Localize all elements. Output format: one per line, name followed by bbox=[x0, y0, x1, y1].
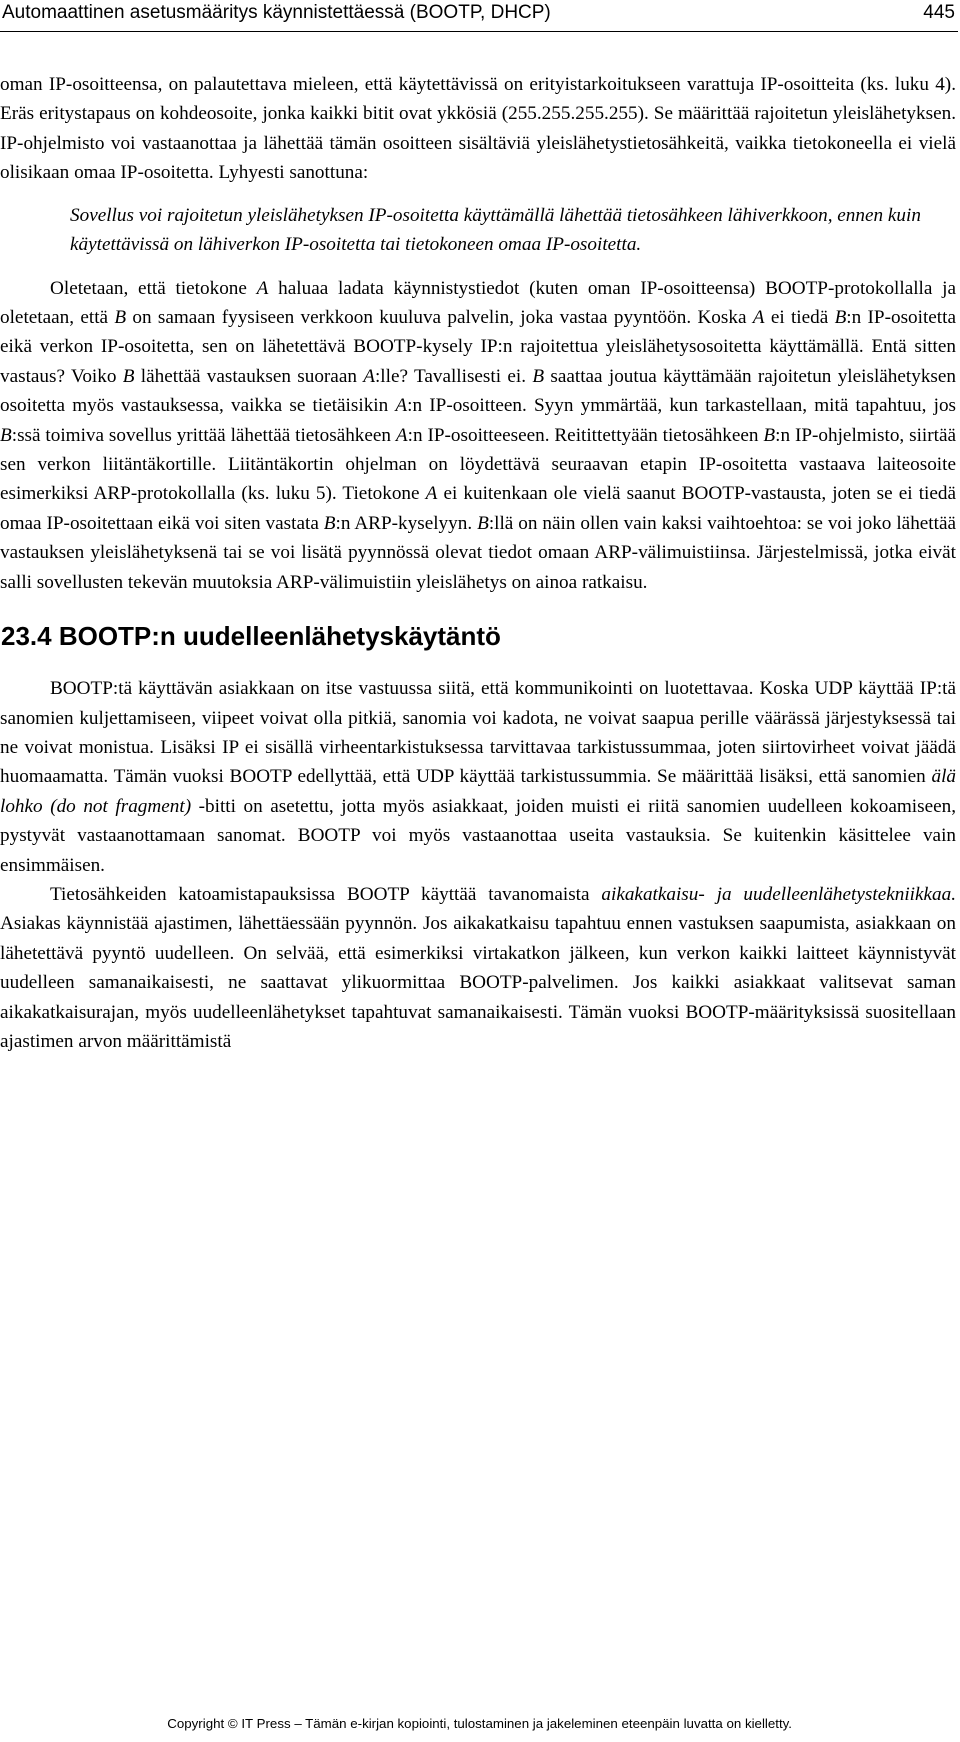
running-header bbox=[0, 2, 955, 32]
paragraph-4: Tietosähkeiden katoamistapauksissa BOOTP käyttää tavanomaista aikakatkaisu- ja uudelleenlähetystekniikkaa. Asiakas käynnistää ajastimen, lähettäessään pyynnön. Jos aikakatkaisu tapahtuu ennen vastuksen saapumista, asiakkaan on lähetettävä pyyntö uudelleen. On selvää, että esimerkiksi virtakatkon jälkeen, kun verkon kaikki laitteet käynnistyvät uudelleen samanaikaisesti, ne saattavat ylikuormittaa BOOTP-palvelimen. Jos kaikki asiakkaat valitsevat saman aikakatkaisurajan, myös uudelleenlähetykset tapahtuvat samanaikaisesti. Tämän vuoksi BOOTP-määrityksissä suositellaan ajastimen arvon määrittämistä bbox=[0, 883, 956, 1052]
page-number: 445 bbox=[923, 2, 955, 23]
paragraph-1: oman IP-osoitteensa, on palautettava mieleen, että käytettävissä on erityistarkoitukseen varattuja IP-osoitteita (ks. luku 4). Eräs eritystapaus on kohdeosoite, jonka kaikki bitit ovat ykkösiä (255.255.255.255). Se määrittää rajoitetun yleislähetyksen. IP-ohjelmisto voi vastaanottaa ja lähettää tämän osoitteen sisältäviä yleislähetystietosähkeitä, vaikka tietokoneella ei vielä olisikaan omaa IP-osoitetta. Lyhyesti sanottuna: bbox=[0, 74, 956, 184]
header-divider bbox=[0, 31, 958, 32]
paragraph-3: BOOTP:tä käyttävän asiakkaan on itse vastuussa siitä, että kommunikointi on luotettavaa. Koska UDP käyttää IP:tä sanomien kuljettamiseen, viipeet voivat olla pitkiä, sanomia voi kadota, ne voivat saapua perille väärässä järjestyksessä tai ne voivat monistua. Lisäksi IP ei sisällä virheentarkistuksessa tarvittavaa tarkistussummaa, joten siirtovirheet voivat jäädä huomaamatta. Tämän vuoksi BOOTP edellyttää, että UDP käyttää tarkistussummia. Se määrittää lisäksi, että sanomien älä lohko (do not fragment) -bitti on asetettu, jotta myös asiakkaat, joiden muisti ei riitä sanomien uudelleen kokoamiseen, pystyvät vastaanottamaan sanomat. BOOTP voi myös vastaanottaa useita vastauksia. Se kuitenkin käsittelee vain ensimmäisen. bbox=[0, 678, 956, 876]
paragraph-2: Oletetaan, että tietokone A haluaa ladata käynnistystiedot (kuten oman IP-osoitteensa) BOOTP-protokollalla ja oletetaan, että B on samaan fyysiseen verkkoon kuuluva palvelin, joka vastaa pyyntöön. Koska A ei tiedä B:n IP-osoitetta eikä verkon IP-osoitetta, sen on lähetettävä BOOTP-kysely IP:n rajoitettua yleislähetysosoitetta käyttämällä. Entä sitten vastaus? Voiko B lähettää vastauksen suoraan A:lle? Tavallisesti ei. B saattaa joutua käyttämään rajoitetun yleislähetyksen osoitetta myös vastauksessa, vaikka se tietäisikin A:n IP-osoitteen. Syyn ymmärtää, kun tarkastellaan, mitä tapahtuu, jos B:ssä toimiva sovellus yrittää lähettää tietosähkeen A:n IP-osoitteeseen. Reitittettyään tietosähkeen B:n IP-ohjelmisto, siirtää sen verkon liitäntäkortille. Liitäntäkortin ohjelman on löydettävä seuraavan etapin IP-osoitetta vastaava laiteosoite esimerkiksi ARP-protokollalla (ks. luku 5). Tietokone A ei kuitenkaan ole vielä saanut BOOTP-vastausta, joten se ei tiedä omaa IP-osoitettaan eikä voi siten vastata B:n ARP-kyselyyn. B:llä on näin ollen vain kaksi vaihtoehtoa: se voi joko lähettää vastauksen yleislähetyksenä tai se voi lisätä pyynnössä olevat tiedot omaan ARP-välimuistiinsa. Järjestelmissä, jotka eivät salli sovellusten tekevän muutoksia ARP-välimuistiin yleislähetys on ainoa ratkaisu. bbox=[0, 277, 957, 593]
copyright-footer: Copyright © IT Press – Tämän e-kirjan kopiointi, tulostaminen ja jakeleminen eteenpäin luvatta on kielletty. bbox=[167, 1716, 792, 1731]
chapter-title: Automaattinen asetusmääritys käynnistettäessä (BOOTP, DHCP) bbox=[2, 2, 551, 23]
body-text bbox=[0, 70, 956, 1056]
block-quote: Sovellus voi rajoitetun yleislähetyksen IP-osoitetta käyttämällä lähettää tietosähkeen lähiverkkoon, ennen kuin käytettävissä on lähiverkon IP-osoitetta tai tietokoneen omaa IP-osoitetta. bbox=[70, 204, 921, 256]
section-heading: 23.4 BOOTP:n uudelleenlähetyskäytäntö bbox=[1, 621, 501, 652]
